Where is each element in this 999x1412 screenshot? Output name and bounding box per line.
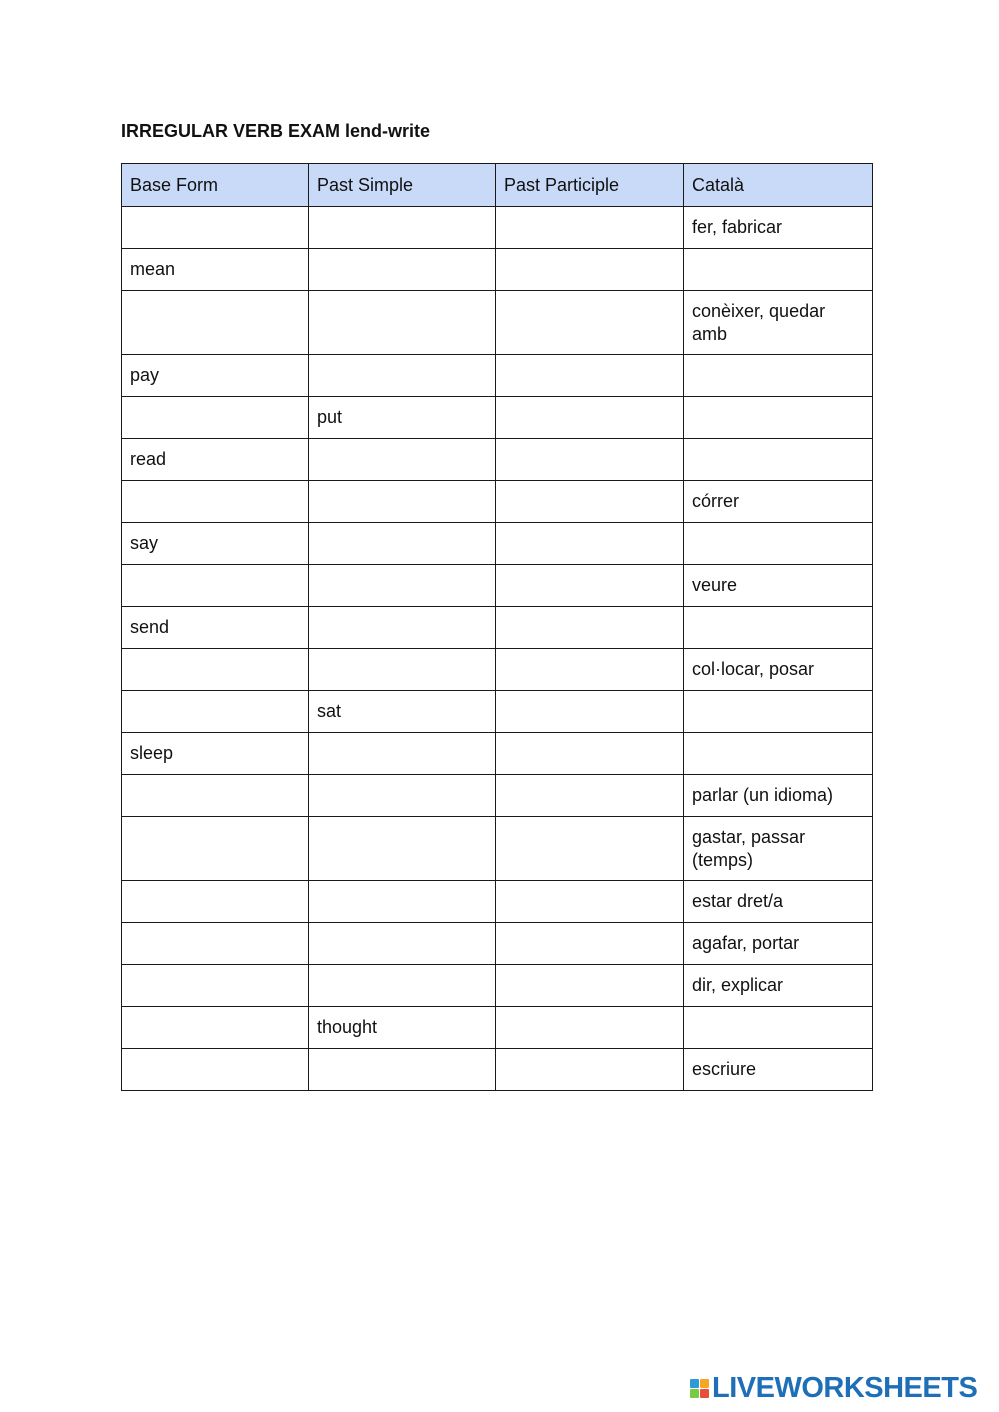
table-row — [122, 249, 873, 291]
table-row — [122, 733, 873, 775]
cell-catala: gastar, passar (temps) — [684, 817, 873, 881]
logo-square-green — [690, 1389, 699, 1398]
table-row — [122, 291, 873, 355]
cell-past-simple[interactable] — [309, 733, 496, 775]
table-row — [122, 817, 873, 881]
table-row — [122, 439, 873, 481]
table-row — [122, 965, 873, 1007]
logo-square-blue — [690, 1379, 699, 1388]
cell-past-simple: put — [309, 397, 496, 439]
cell-base-form[interactable] — [122, 207, 309, 249]
cell-past-simple[interactable] — [309, 881, 496, 923]
cell-catala: agafar, portar — [684, 923, 873, 965]
logo-text: LIVEWORKSHEETS — [712, 1371, 978, 1404]
cell-past-participle[interactable] — [496, 291, 684, 355]
cell-past-participle[interactable] — [496, 523, 684, 565]
table-row — [122, 1007, 873, 1049]
cell-past-participle[interactable] — [496, 565, 684, 607]
cell-base-form: mean — [122, 249, 309, 291]
cell-base-form[interactable] — [122, 649, 309, 691]
verb-table-body — [122, 207, 873, 1091]
cell-past-participle[interactable] — [496, 249, 684, 291]
cell-past-participle[interactable] — [496, 1007, 684, 1049]
cell-catala[interactable] — [684, 439, 873, 481]
cell-past-participle[interactable] — [496, 965, 684, 1007]
cell-past-participle[interactable] — [496, 1049, 684, 1091]
table-row — [122, 355, 873, 397]
table-row — [122, 481, 873, 523]
table-row — [122, 775, 873, 817]
cell-past-simple[interactable] — [309, 355, 496, 397]
liveworksheets-logo — [690, 1372, 977, 1404]
cell-catala: estar dret/a — [684, 881, 873, 923]
cell-catala[interactable] — [684, 691, 873, 733]
cell-base-form[interactable] — [122, 565, 309, 607]
table-header-row — [122, 164, 873, 207]
cell-catala: col·locar, posar — [684, 649, 873, 691]
cell-catala: dir, explicar — [684, 965, 873, 1007]
table-row — [122, 523, 873, 565]
cell-catala[interactable] — [684, 1007, 873, 1049]
logo-square-red — [700, 1389, 709, 1398]
cell-base-form: say — [122, 523, 309, 565]
cell-catala: veure — [684, 565, 873, 607]
cell-past-simple[interactable] — [309, 523, 496, 565]
cell-past-participle[interactable] — [496, 481, 684, 523]
header-catala: Català — [684, 164, 873, 207]
table-row — [122, 397, 873, 439]
cell-past-participle[interactable] — [496, 649, 684, 691]
cell-past-participle[interactable] — [496, 691, 684, 733]
cell-past-simple[interactable] — [309, 965, 496, 1007]
cell-base-form[interactable] — [122, 775, 309, 817]
table-row — [122, 691, 873, 733]
table-row — [122, 881, 873, 923]
cell-base-form[interactable] — [122, 1007, 309, 1049]
cell-past-simple[interactable] — [309, 207, 496, 249]
cell-past-participle[interactable] — [496, 923, 684, 965]
cell-base-form: read — [122, 439, 309, 481]
cell-past-participle[interactable] — [496, 439, 684, 481]
header-base-form: Base Form — [122, 164, 309, 207]
cell-past-simple[interactable] — [309, 249, 496, 291]
page-title: IRREGULAR VERB EXAM lend-write — [121, 121, 431, 141]
cell-catala[interactable] — [684, 397, 873, 439]
cell-base-form[interactable] — [122, 481, 309, 523]
logo-mark-icon — [690, 1379, 709, 1398]
cell-base-form[interactable] — [122, 817, 309, 881]
cell-catala: fer, fabricar — [684, 207, 873, 249]
cell-catala[interactable] — [684, 607, 873, 649]
header-past-participle: Past Participle — [496, 164, 684, 207]
cell-base-form[interactable] — [122, 881, 309, 923]
cell-past-simple[interactable] — [309, 1049, 496, 1091]
cell-catala: córrer — [684, 481, 873, 523]
cell-past-simple[interactable] — [309, 775, 496, 817]
cell-past-participle[interactable] — [496, 397, 684, 439]
cell-past-participle[interactable] — [496, 733, 684, 775]
verb-table — [121, 163, 873, 1091]
table-row — [122, 607, 873, 649]
cell-past-simple[interactable] — [309, 923, 496, 965]
cell-base-form[interactable] — [122, 291, 309, 355]
cell-past-simple[interactable] — [309, 481, 496, 523]
table-row — [122, 207, 873, 249]
logo-square-orange — [700, 1379, 709, 1388]
cell-past-simple[interactable] — [309, 649, 496, 691]
table-row — [122, 923, 873, 965]
table-row — [122, 649, 873, 691]
cell-catala[interactable] — [684, 733, 873, 775]
cell-catala[interactable] — [684, 355, 873, 397]
cell-past-participle[interactable] — [496, 207, 684, 249]
cell-past-simple: thought — [309, 1007, 496, 1049]
cell-catala: escriure — [684, 1049, 873, 1091]
cell-past-simple[interactable] — [309, 439, 496, 481]
cell-catala[interactable] — [684, 523, 873, 565]
cell-past-simple: sat — [309, 691, 496, 733]
cell-base-form[interactable] — [122, 965, 309, 1007]
cell-past-participle[interactable] — [496, 607, 684, 649]
cell-catala: conèixer, quedar amb — [684, 291, 873, 355]
cell-base-form: sleep — [122, 733, 309, 775]
table-row — [122, 1049, 873, 1091]
table-row — [122, 565, 873, 607]
header-past-simple: Past Simple — [309, 164, 496, 207]
cell-past-simple[interactable] — [309, 291, 496, 355]
cell-catala[interactable] — [684, 249, 873, 291]
cell-past-simple[interactable] — [309, 565, 496, 607]
cell-past-participle[interactable] — [496, 817, 684, 881]
cell-base-form[interactable] — [122, 397, 309, 439]
cell-base-form[interactable] — [122, 923, 309, 965]
cell-base-form[interactable] — [122, 691, 309, 733]
cell-base-form[interactable] — [122, 1049, 309, 1091]
cell-past-simple[interactable] — [309, 607, 496, 649]
cell-past-participle[interactable] — [496, 881, 684, 923]
cell-past-simple[interactable] — [309, 817, 496, 881]
cell-past-participle[interactable] — [496, 355, 684, 397]
cell-past-participle[interactable] — [496, 775, 684, 817]
cell-base-form: pay — [122, 355, 309, 397]
cell-base-form: send — [122, 607, 309, 649]
cell-catala: parlar (un idioma) — [684, 775, 873, 817]
